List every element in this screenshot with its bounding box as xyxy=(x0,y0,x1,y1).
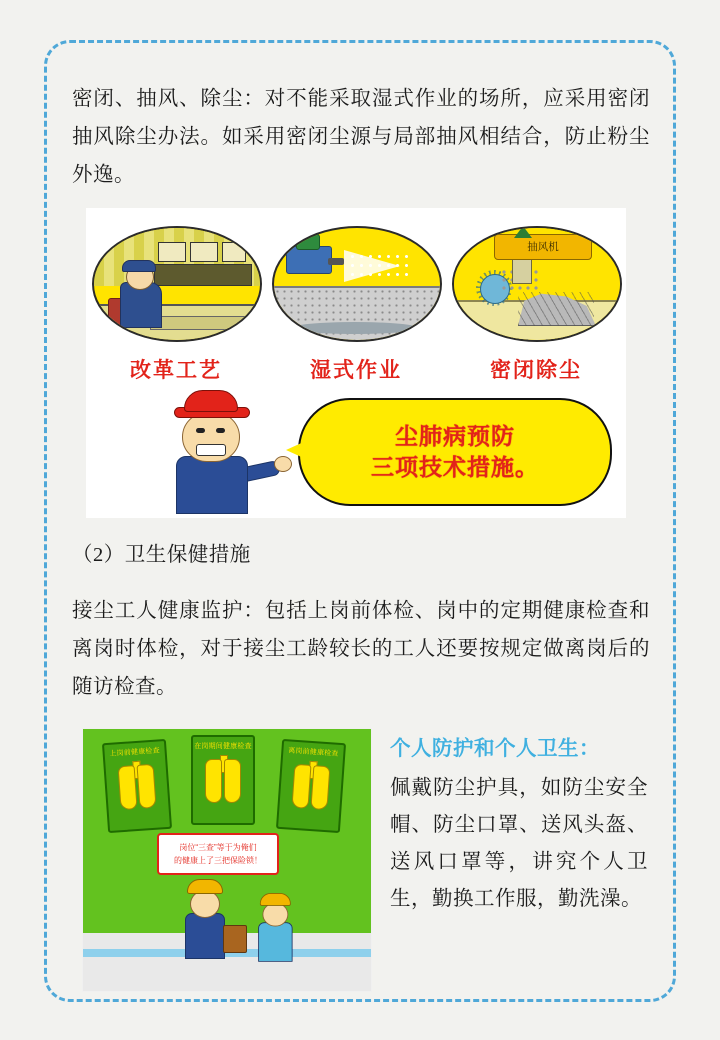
water-droplets xyxy=(348,252,410,282)
lung-right xyxy=(224,759,241,803)
slogan-line-1: 岗位“三查”等于为俺们 xyxy=(179,843,257,852)
board-exit-checkup xyxy=(276,739,346,833)
panel-box xyxy=(222,242,246,262)
tool-case xyxy=(223,925,247,953)
worker-body xyxy=(258,922,292,962)
slogan-line-2: 的健康上了三把保险锁！ xyxy=(174,856,262,865)
panel-box xyxy=(158,242,186,262)
board-pre-employment-checkup xyxy=(102,739,172,833)
figure1-scene-row xyxy=(86,218,626,358)
lungs-icon xyxy=(118,764,157,812)
lungs-icon xyxy=(205,759,241,805)
worker-eye-left xyxy=(196,428,205,433)
worker-young xyxy=(253,893,296,955)
personal-protection-body: 佩戴防尘护具，如防尘安全帽、防尘口罩、送风头盔、送风口罩等，讲究个人卫生，勤换工作服，勤洗澡。 xyxy=(390,777,648,910)
speech-bubble-tail xyxy=(286,440,308,460)
personal-protection-text-block xyxy=(390,732,648,918)
stone-texture xyxy=(518,292,594,326)
caption-wet-operation: 湿式作业 xyxy=(310,358,402,382)
slogan-sign xyxy=(157,833,279,875)
page-content xyxy=(72,70,650,980)
board-label: 离岗前健康检查 xyxy=(287,747,339,758)
figure-three-technical-measures xyxy=(86,208,626,518)
bubble-line-1: 尘肺病预防 xyxy=(395,424,515,449)
lung-right xyxy=(137,764,157,809)
exhaust-fan-label: 抽风机 xyxy=(494,234,592,260)
safety-helmet-icon xyxy=(260,893,291,906)
worker-cap xyxy=(184,390,238,412)
board-periodic-checkup xyxy=(191,735,255,825)
control-keyboard xyxy=(150,316,256,330)
worker-head xyxy=(190,890,220,918)
spray-nozzle xyxy=(328,258,344,265)
scene-wet-operation xyxy=(272,226,442,342)
spray-machine xyxy=(286,246,332,274)
safety-helmet-icon xyxy=(187,879,223,894)
worker-body xyxy=(176,456,248,514)
caption-enclosed-dust-removal: 密闭除尘 xyxy=(490,358,582,382)
lung-left xyxy=(291,764,311,809)
caption-process-reform: 改革工艺 xyxy=(130,358,222,382)
bottom-block xyxy=(72,728,650,1000)
airflow-arrow-icon xyxy=(514,226,532,238)
speech-bubble xyxy=(298,398,612,506)
exhaust-duct xyxy=(512,256,532,284)
worker-head xyxy=(262,902,288,926)
scene-process-reform xyxy=(92,226,262,342)
panel-box xyxy=(190,242,218,262)
worker-mouth xyxy=(196,444,226,456)
worker-body xyxy=(185,913,225,959)
lung-right xyxy=(310,765,330,810)
water-pool xyxy=(292,322,418,334)
operator-cap xyxy=(122,260,156,272)
speech-bubble-text xyxy=(300,400,610,504)
figure1-captions xyxy=(86,354,626,388)
section-heading-health-measures: （2）卫生保健措施 xyxy=(72,544,251,566)
scene-enclosed-dust-removal xyxy=(452,226,622,342)
worker-eye-right xyxy=(216,428,225,433)
board-label: 在岗期间健康检查 xyxy=(194,743,252,750)
lungs-icon xyxy=(291,764,330,812)
personal-protection-heading: 个人防护和个人卫生： xyxy=(390,738,600,760)
paragraph-health-surveillance: 接尘工人健康监护：包括上岗前体检、岗中的定期健康检查和离岗时体检，对于接尘工龄较长的工人还要按规定做离岗后的随访检查。 xyxy=(72,600,650,698)
panel-screen xyxy=(154,264,252,286)
bubble-line-2: 三项技术措施。 xyxy=(371,455,539,480)
cartoon-worker-pointing xyxy=(156,390,276,512)
paragraph-enclosure-ventilation: 密闭、抽风、除尘：对不能采取湿式作业的场所，应采用密闭抽风除尘办法。如采用密闭尘源与局部抽风相结合，防止粉尘外逸。 xyxy=(72,88,650,186)
lung-left xyxy=(205,759,222,803)
figure-health-checkups xyxy=(82,728,372,992)
machine-motor xyxy=(296,234,320,250)
lung-left xyxy=(118,765,138,810)
board-label: 上岗前健康检查 xyxy=(109,747,161,758)
